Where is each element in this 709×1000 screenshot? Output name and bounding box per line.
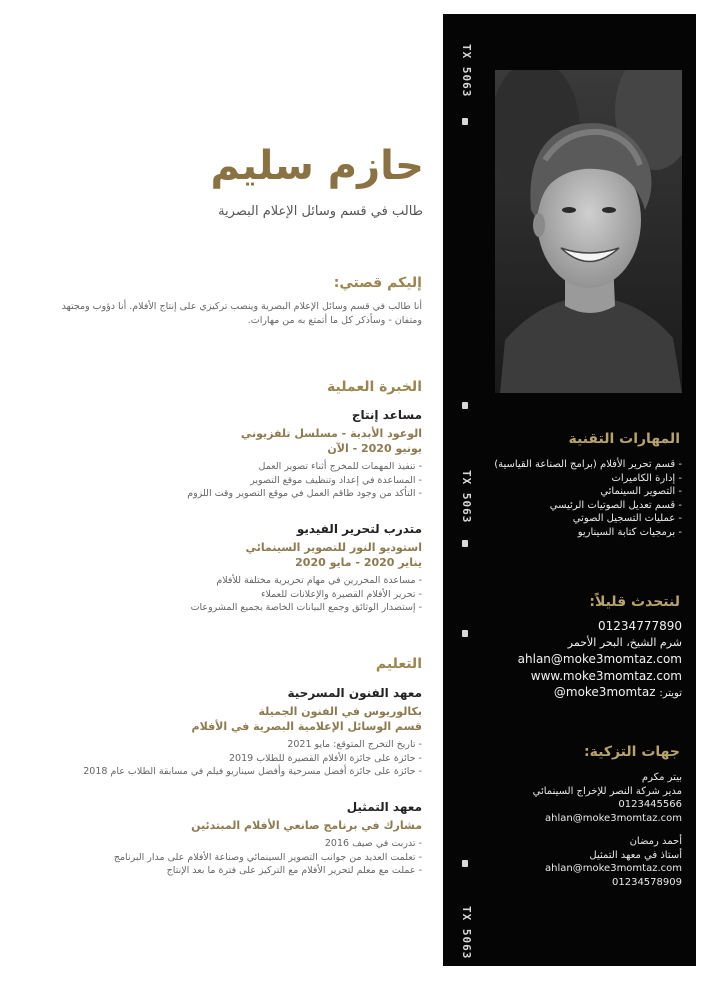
reference-name: أحمد رمضان: [629, 836, 682, 847]
list-item: - تعلمت العديد من جوانب التصوير السينمائي وصناعة الأفلام على مدار البرنامج: [113, 851, 422, 863]
contact-address: شرم الشيخ، البحر الأحمر: [567, 635, 682, 649]
job-dates: يونيو 2020 - الآن: [327, 442, 422, 455]
list-item: - عمليات التسجيل الصوتي: [572, 513, 682, 524]
list-item: - برمجيات كتابة السيناريو: [577, 526, 682, 538]
film-code: TX 5063: [460, 470, 473, 524]
job-bullets: [42, 574, 422, 615]
degree: مشارك في برنامج صانعي الأفلام المبتدئين: [191, 819, 422, 832]
sprocket-hole: [462, 540, 468, 547]
reference-2: [442, 835, 682, 889]
reference-name: بيتر مكرم: [641, 772, 682, 783]
about-heading: إليكم قصتي:: [333, 275, 422, 291]
list-item: - حائزة على جائزة الأفلام القصيرة للطلاب 2019: [228, 752, 422, 764]
skills-list: [442, 458, 682, 539]
about-text: أنا طالب في قسم وسائل الإعلام البصرية وينصب تركيزي على إنتاج الأفلام. أنا دؤوب ومجتهد ومتفان - وسأذكر كل ما أتمتع به من مهارات.: [61, 301, 422, 326]
list-item: - تدربت في صيف 2016: [324, 838, 422, 849]
contact-twitter: [442, 684, 682, 703]
education-item-1: [2, 686, 422, 779]
degree: بكالوريوس في الفنون الجميلة: [258, 705, 422, 718]
job-org: استوديو النور للتصوير السينمائي: [245, 541, 422, 554]
reference-1: [442, 771, 682, 825]
school-name: معهد التمثيل: [346, 800, 422, 814]
list-item: - إستصدار الوثائق وجمع البيانات الخاصة بجميع المشروعات: [190, 602, 422, 613]
skills-heading: المهارات التقنية: [568, 431, 680, 447]
reference-phone: 0123445566: [618, 799, 682, 810]
education-item-2: [2, 800, 422, 878]
list-item: - تاريخ التخرج المتوقع: مايو 2021: [287, 739, 422, 750]
school-bullets: [2, 738, 422, 779]
list-item: - عملت مع معلم لتحرير الأفلام مع التركيز على فترة ما بعد الإنتاج: [166, 865, 422, 876]
list-item: - حائزة على جائزة أفضل مسرحية وأفضل سيناريو فيلم في مسابقة الطلاب عام 2018: [83, 766, 422, 777]
school-bullets: [2, 837, 422, 878]
reference-email[interactable]: ahlan@moke3momtaz.com: [545, 863, 682, 874]
sprocket-hole: [462, 402, 468, 409]
list-item: - تحرير الأفلام القصيرة والإعلانات للعملاء: [261, 588, 422, 600]
job-dates: يناير 2020 - مايو 2020: [295, 556, 422, 569]
sprocket-hole: [462, 118, 468, 125]
reference-phone: 01234578909: [612, 876, 682, 888]
contact-email[interactable]: ahlan@moke3momtaz.com: [517, 652, 682, 666]
contact-phone: 01234777890: [598, 619, 682, 633]
list-item: - قسم تعديل الصوتيات الرئيسي: [549, 499, 682, 511]
education-heading: التعليم: [375, 656, 422, 672]
job-org: الوعود الأبدية - مسلسل تلفزيوني: [240, 427, 422, 440]
twitter-label: تويتر:: [659, 688, 682, 699]
profile-name: حازم سليم: [210, 143, 424, 189]
experience-item-1: [42, 408, 422, 501]
references-heading: جهات التزكية:: [584, 744, 680, 760]
list-item: - إدارة الكاميرات: [611, 472, 682, 484]
list-item: - قسم تحرير الأفلام (برامج الصناعة القياسية): [494, 459, 682, 470]
reference-title: مدير شركة النصر للإخراج السينمائي: [532, 785, 682, 797]
list-item: - التصوير السينمائي: [600, 486, 682, 497]
profile-title: طالب في قسم وسائل الإعلام البصرية: [218, 204, 423, 219]
film-code: TX 5063: [460, 44, 473, 98]
list-item: - التأكد من وجود طاقم العمل في موقع التصوير وقت اللزوم: [187, 488, 422, 499]
profile-photo: [495, 70, 682, 393]
degree-department: قسم الوسائل الإعلامية البصرية في الأفلام: [191, 720, 422, 733]
film-code: TX 5063: [460, 906, 473, 960]
job-role: مساعد إنتاج: [351, 408, 422, 422]
list-item: - مساعدة المحررين في مهام تحريرية مختلفة للأفلام: [216, 575, 422, 586]
list-item: - تنفيذ المهمات للمخرج أثناء تصوير العمل: [258, 461, 422, 472]
contact-heading: لنتحدث قليلاً:: [589, 594, 680, 610]
school-name: معهد الفنون المسرحية: [287, 686, 422, 700]
reference-title: أستاذ في معهد التمثيل: [589, 849, 682, 861]
reference-email[interactable]: ahlan@moke3momtaz.com: [545, 812, 682, 824]
portrait-illustration: [495, 70, 682, 393]
list-item: - المساعدة في إعداد وتنظيف موقع التصوير: [250, 474, 422, 486]
experience-heading: الخبرة العملية: [327, 379, 422, 395]
contact-block: [442, 618, 682, 703]
experience-item-2: [42, 522, 422, 615]
twitter-handle[interactable]: @moke3momtaz: [553, 685, 656, 699]
job-bullets: [42, 460, 422, 501]
contact-website[interactable]: www.moke3momtaz.com: [530, 668, 682, 683]
job-role: متدرب لتحرير الفيديو: [296, 522, 422, 536]
